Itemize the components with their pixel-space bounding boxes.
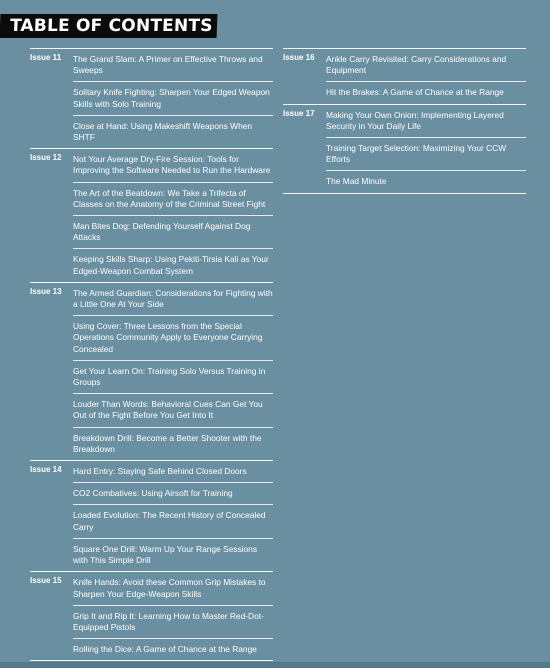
article-title: Man Bites Dog: Defending Yourself Against Dog Attacks (73, 215, 273, 248)
article-title: Using Cover: Three Lessons from the Special Operations Community Apply to Everyone Carrying Concealed (73, 315, 273, 360)
article-title: CO2 Combatives: Using Airsoft for Training (73, 482, 273, 504)
article-title: Hit the Brakes: A Game of Chance at the Range (326, 81, 526, 103)
bottom-bar (0, 662, 550, 668)
issue-label: Issue 13 (30, 286, 62, 296)
issue-section (283, 48, 526, 104)
toc-column-left (30, 48, 273, 661)
article-title: Louder Than Words: Behavioral Cues Can Get You Out of the Fight Before You Get Into It (73, 393, 273, 426)
toc-column-right (283, 48, 526, 194)
issue-label: Issue 11 (30, 53, 62, 62)
issue-section (30, 48, 273, 148)
article-title: The Armed Guardian: Considerations for Fighting with a Little One At Your Side (73, 287, 273, 310)
issue-article-list (73, 52, 273, 148)
issue-article-list (73, 575, 273, 660)
column-end-rule (283, 193, 526, 194)
issue-section (30, 282, 273, 460)
issue-label: Issue 14 (30, 465, 62, 475)
article-title: The Grand Slam: A Primer on Effective Throws and Sweeps (73, 54, 263, 76)
issue-article-list (326, 108, 526, 193)
issue-section (283, 104, 526, 193)
issue-label: Issue 17 (283, 108, 315, 118)
issue-article-list (73, 286, 273, 460)
issue-label: Issue 16 (283, 53, 315, 62)
issue-article-list (326, 52, 526, 104)
article-title: Get Your Learn On: Training Solo Versus Training in Groups (73, 360, 273, 393)
article-title: Loaded Evolution: The Recent History of Concealed Carry (73, 504, 273, 537)
article-title: Grip It and Rip It: Learning How to Master Red-Dot-Equipped Pistols (73, 605, 273, 638)
article-title: Not Your Average Dry-Fire Session: Tools for Improving the Software Needed to Run the Hardware (73, 154, 271, 176)
article-title: Rolling the Dice: A Game of Chance at the Range (73, 638, 273, 660)
article-title: Solitary Knife Fighting: Sharpen Your Edged Weapon Skills with Solo Training (73, 81, 273, 114)
article-title: Breakdown Drill: Become a Better Shooter with the Breakdown (73, 427, 273, 460)
issue-article-list (73, 152, 273, 282)
article-title: Keeping Skills Sharp: Using Pekiti-Tirsia Kali as Your Edged-Weapon Combat System (73, 248, 273, 281)
article-title: The Mad Minute (326, 170, 526, 192)
issue-label: Issue 15 (30, 576, 62, 586)
article-title: Square One Drill: Warm Up Your Range Sessions with This Simple Drill (73, 538, 273, 571)
article-title: Ankle Carry Revisited: Carry Considerations and Equipment (326, 54, 507, 76)
issue-section (30, 571, 273, 660)
issue-section (30, 148, 273, 282)
article-title: Making Your Own Onion: Implementing Layered Security in Your Daily Life (326, 109, 504, 131)
issue-label: Issue 12 (30, 153, 62, 163)
issue-section (30, 460, 273, 571)
article-title: Close at Hand: Using Makeshift Weapons When SHTF (73, 115, 273, 148)
issue-article-list (73, 464, 273, 571)
article-title: Knife Hands: Avoid these Common Grip Mistakes to Sharpen Your Edge-Weapon Skills (73, 577, 266, 599)
article-title: Training Target Selection: Maximizing Your CCW Efforts (326, 137, 526, 170)
article-title: Hard Entry: Staying Safe Behind Closed Doors (73, 466, 247, 477)
page-title: TABLE OF CONTENTS (0, 14, 217, 38)
article-title: The Art of the Beatdown: We Take a Trifecta of Classes on the Anatomy of the Criminal Street Fight (73, 182, 273, 215)
